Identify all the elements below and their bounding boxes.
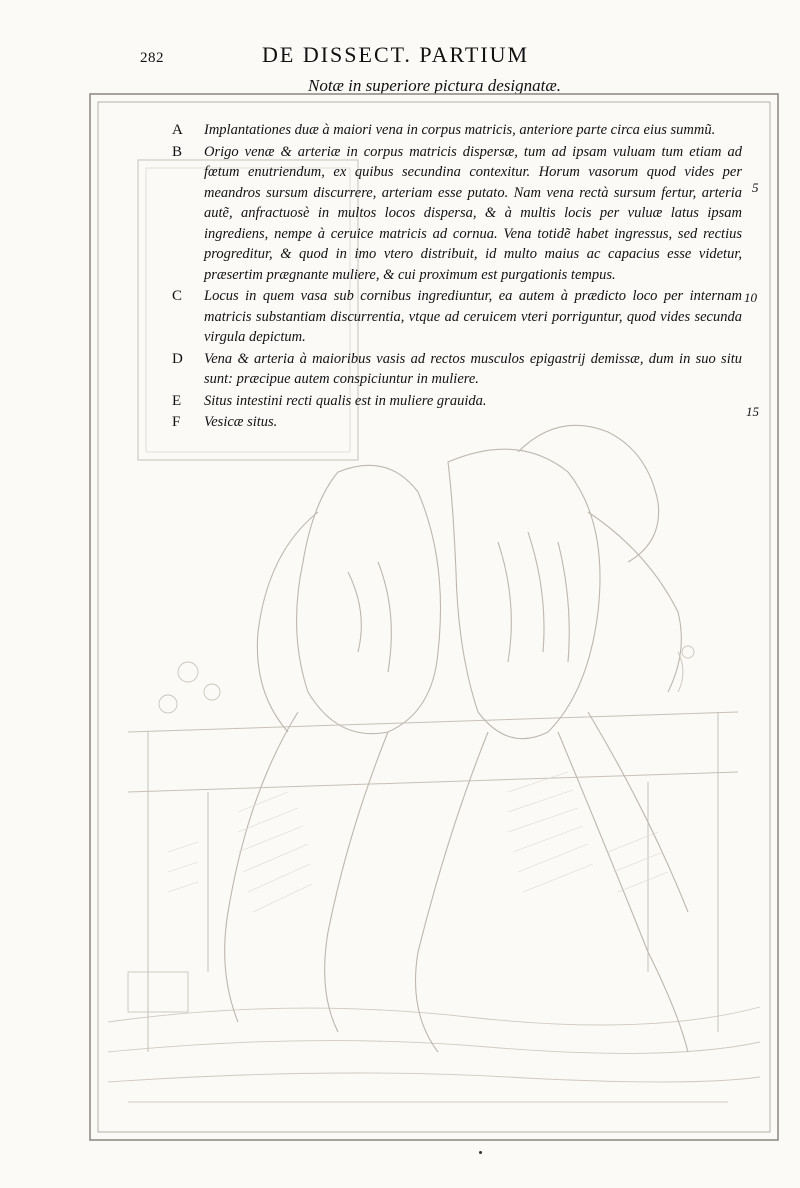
note-letter: B [172,143,183,160]
signature-dot [479,1151,482,1154]
page-number: 282 [140,50,164,66]
note-letter: F [172,414,181,430]
running-title: DE DISSECT. PARTIUM [262,42,530,67]
note-text: Situs intestini recti qualis est in muliere grauida. [204,392,487,409]
margin-line-number: 10 [744,290,757,305]
note-text: Implantationes duæ à maiori vena in corpus matricis, anteriore parte circa eius summũ. [204,122,716,138]
note-letter: D [172,350,183,367]
note-d [172,349,742,390]
note-text: Origo venæ & arteriæ in corpus matricis dispersæ, tum ad ipsam vuluam tum etiam ad fœtum enutriendum, ex quibus secundina contexitur. Horum vasorum quod vides per meandros sursum discurrere, arteriam esse putato. Nam vena rectà sursum fertur, arteria autẽ, anfractuosè in multos locos dispersa, & à multis locis per vuluæ latus ipsam ingrediens, nempe à ceruice matricis ad cornua. Vena totidẽ habet ingressus, sed rectius progreditur, & quod in imo vtero distribuit, id multo maius ac capacius esse videtur, præsertim prægnante muliere, & cui proximum est purgationis tempus. [204,143,742,283]
note-letter: E [172,392,182,409]
margin-line-number: 5 [752,180,759,195]
note-e [172,391,742,412]
caption-heading: Notæ in superiore pictura designatæ. [308,76,561,95]
legend-notes [172,120,742,434]
note-letter: A [172,122,183,138]
note-b [172,142,742,286]
margin-line-number: 15 [746,404,759,419]
note-f [172,412,742,433]
note-c [172,286,742,348]
note-letter: C [172,288,183,304]
note-text: Vena & arteria à maioribus vasis ad rectos musculos epigastrij demissæ, dum in suo situ sunt: præcipue autem conspiciuntur in muliere. [204,350,742,387]
note-text: Locus in quem vasa sub cornibus ingrediuntur, ea autem à prædicto loco per internam matricis substantiam discurrentia, vtque ad ceruicem vteri porriguntur, quod vides secunda virgula depictum. [204,288,742,345]
note-a [172,120,742,141]
note-text: Vesicæ situs. [204,414,278,430]
